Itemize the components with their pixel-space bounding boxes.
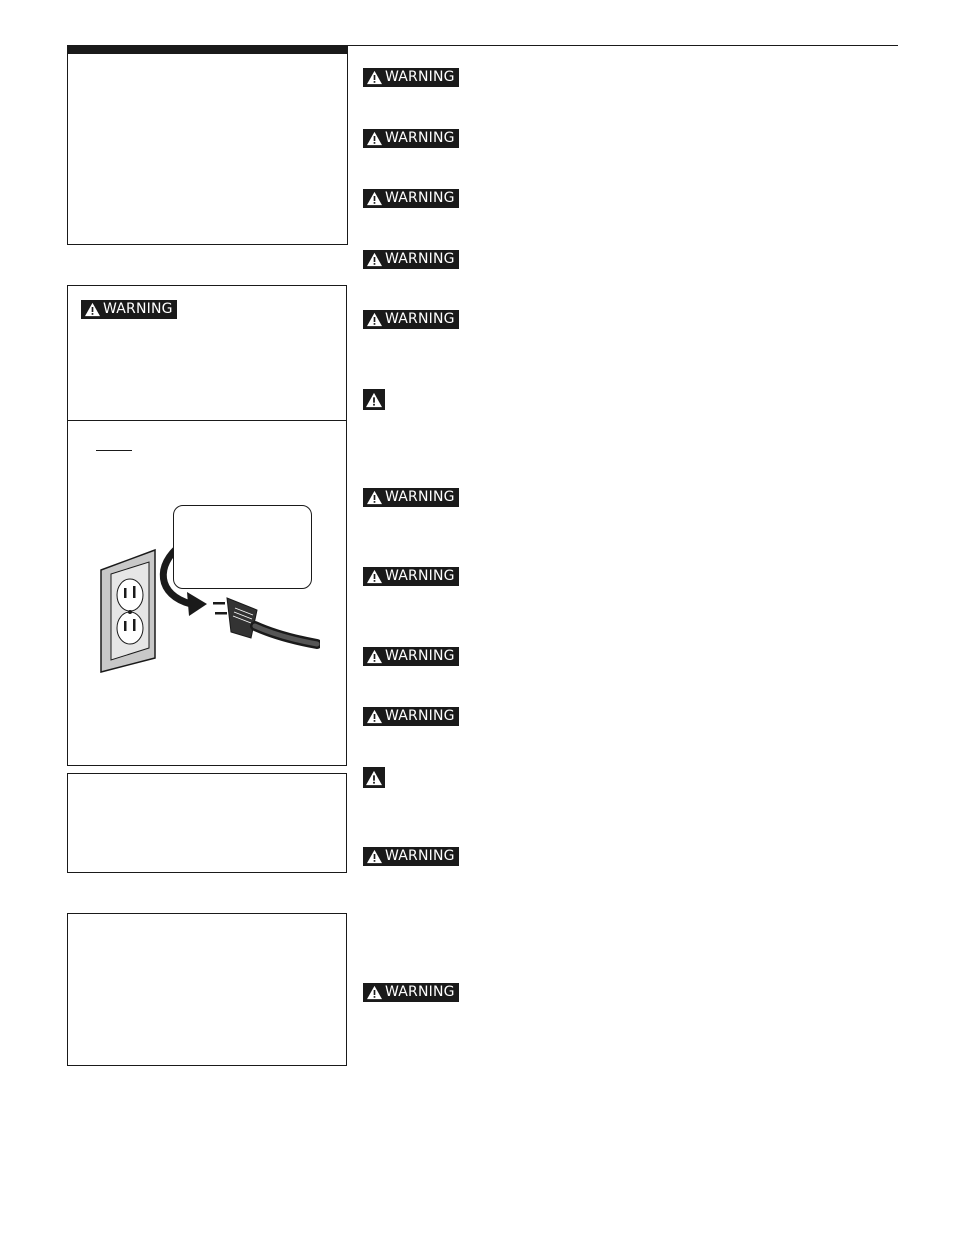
warning-triangle-icon <box>366 569 383 584</box>
warning-label: WARNING <box>385 311 455 327</box>
warning-badge-3 <box>363 189 459 208</box>
warning-badge-9 <box>363 707 459 726</box>
warning-label: WARNING <box>385 568 455 584</box>
warning-label: WARNING <box>385 848 455 864</box>
power-plug-icon <box>213 598 317 644</box>
callout-bubble <box>173 505 312 589</box>
warning-triangle-icon <box>366 131 383 146</box>
warning-label: WARNING <box>385 190 455 206</box>
warning-badge-7 <box>363 567 459 586</box>
warning-badge-8 <box>363 647 459 666</box>
warning-label: WARNING <box>385 69 455 85</box>
warning-badge-10 <box>363 847 459 866</box>
wall-outlet-icon <box>101 550 155 672</box>
warning-triangle-icon <box>366 649 383 664</box>
warning-badge-6 <box>363 488 459 507</box>
info-box-top <box>67 53 348 245</box>
alert-icon-2 <box>363 767 385 788</box>
warning-label: WARNING <box>103 301 173 317</box>
warning-triangle-icon <box>366 985 383 1000</box>
warning-badge-4 <box>363 250 459 269</box>
warning-badge-11 <box>363 983 459 1002</box>
warning-triangle-icon <box>365 392 383 408</box>
warning-triangle-icon <box>365 770 383 786</box>
warning-label: WARNING <box>385 648 455 664</box>
header-rule-thick <box>67 45 348 53</box>
warning-label: WARNING <box>385 251 455 267</box>
warning-label: WARNING <box>385 489 455 505</box>
header-rule-thin <box>348 45 898 46</box>
info-box-middle <box>67 773 347 873</box>
warning-triangle-icon <box>366 252 383 267</box>
box-divider <box>68 420 346 421</box>
warning-triangle-icon <box>366 849 383 864</box>
warning-badge-5 <box>363 310 459 329</box>
warning-triangle-icon <box>366 709 383 724</box>
warning-triangle-icon <box>366 191 383 206</box>
warning-triangle-icon <box>366 70 383 85</box>
warning-label: WARNING <box>385 984 455 1000</box>
warning-label: WARNING <box>385 708 455 724</box>
warning-badge-1 <box>363 68 459 87</box>
warning-badge-2 <box>363 129 459 148</box>
warning-badge-box <box>81 300 177 319</box>
alert-icon-1 <box>363 389 385 410</box>
note-underline <box>96 450 132 451</box>
warning-triangle-icon <box>366 490 383 505</box>
warning-triangle-icon <box>84 302 101 317</box>
warning-label: WARNING <box>385 130 455 146</box>
warning-triangle-icon <box>366 312 383 327</box>
info-box-bottom <box>67 913 347 1066</box>
